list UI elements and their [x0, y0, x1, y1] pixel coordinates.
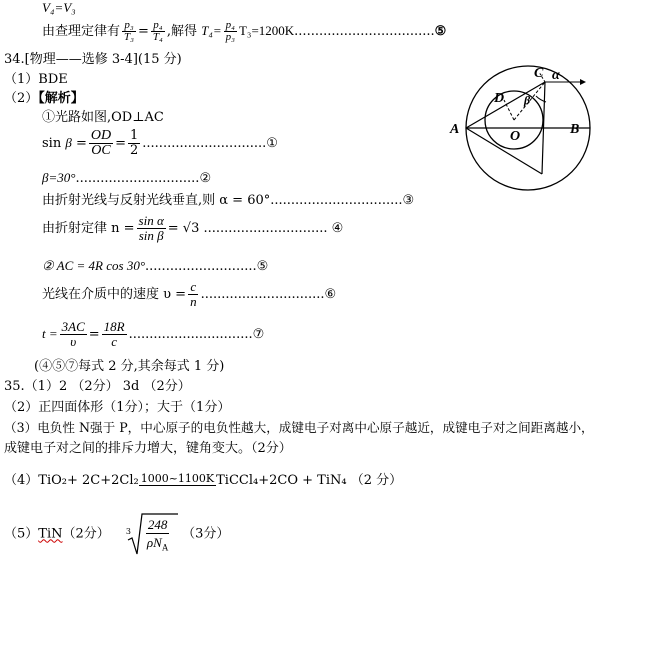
step-8-eq: =: [88, 327, 100, 342]
q34-part2-prefix: （2）: [4, 91, 39, 106]
step-5: [42, 214, 343, 243]
step-5-prefix: 由折射定律 n =: [42, 221, 135, 236]
q35-part5-prefix: （5）: [4, 526, 39, 542]
charles-t4: T₄=: [201, 23, 222, 38]
step-8-mark: ⑦: [252, 327, 265, 342]
charles-mid: ,解得: [166, 24, 197, 39]
charles-prefix: 由查理定律有: [42, 24, 121, 39]
step-7-dots: ..............................: [200, 287, 325, 302]
frac-c-n: $\frac{c}{n}$: [190, 279, 197, 309]
charles-result: T₃=1200K: [238, 23, 295, 38]
step-6-mark: ⑤: [256, 259, 269, 274]
step-7-mark: ⑥: [324, 287, 337, 302]
q35-part1: 35.（1）2 （2分） 3d （2分）: [4, 379, 191, 394]
optics-figure: [448, 62, 598, 212]
frac-od-oc: $\frac{OD}{OC}$: [90, 128, 112, 158]
q35-part4-prefix: （4）TiO₂+ 2C+2Cl₂: [4, 473, 139, 488]
charles-mark: ⑤: [434, 24, 447, 39]
q35-part5-pts1: （2分）: [62, 526, 110, 542]
step-6-dots: ...........................: [145, 259, 257, 274]
frac-p4-p3: $\frac{\text{p₄}}{\text{p₃}}$: [225, 19, 235, 43]
step-2-mark: ①: [266, 136, 278, 151]
frac-sin-alpha-sin-beta: $\frac{\text{sin α}}{\text{sin β}}$: [138, 213, 164, 243]
frac-p4-t4: $\frac{\text{p₄}}{\text{T₄}}$: [152, 19, 163, 43]
step-4: [42, 193, 414, 209]
q34-part2: [4, 91, 84, 107]
top-line: V₄=V₃: [42, 0, 76, 15]
frac-18r-c: $\frac{18R}{c}$: [103, 319, 125, 349]
q35-part5: [4, 512, 229, 556]
q34-part2-heading: 【解析】: [38, 91, 84, 106]
label-beta: β: [524, 93, 531, 107]
root-index: 3: [125, 527, 132, 536]
step-4-text: 由折射光线与反射光线垂直,则 α = 60°: [42, 193, 271, 208]
step-7: [42, 280, 336, 309]
label-c: C: [534, 66, 544, 81]
step-3-mark: ②: [199, 171, 212, 186]
step-3: [42, 170, 211, 187]
q35-part3-line1: （3）电负性 N强于 P，中心原子的电负性越大，成键电子对离中心原子越近，成键电子对之间距离越小，: [4, 420, 594, 435]
step-4-dots: ................................: [270, 193, 403, 208]
step-2: sin β = $\frac{OD}{OC}$ = $\frac{1}{2}$ ..............................①: [42, 128, 278, 158]
step-4-mark: ③: [402, 193, 415, 208]
step-8-lhs: t =: [42, 326, 58, 341]
step-5-dots: ..............................: [203, 221, 328, 236]
step-5-mark: ④: [331, 221, 344, 236]
step-5-eq: = √3: [167, 221, 200, 236]
step-6-text: ② AC = 4R cos 30°: [42, 258, 146, 273]
label-o: O: [510, 129, 521, 144]
q35-part4: [4, 472, 402, 490]
label-b: B: [570, 122, 580, 137]
step-3-dots: ..............................: [75, 171, 200, 186]
line-ab-lower: [466, 128, 542, 174]
q35-part5-pts2: （3分）: [182, 526, 230, 542]
step-3-text: β=30°: [42, 170, 76, 185]
q35-part2: （2）正四面体形（1分）；大于（1分）: [4, 400, 231, 415]
label-alpha: α: [552, 68, 560, 83]
refracted-arrow: [580, 79, 586, 85]
step-2-dots: ..............................: [142, 136, 267, 151]
frac-p3-t3: $\frac{\text{p₃}}{\text{T₃}}$: [124, 19, 134, 43]
frac-248-rhona: 248 $\rho N_A$: [146, 517, 169, 553]
q34-part1: （1）BDE: [4, 72, 68, 87]
q35-part3-line2: 成键电子对之间的排斥力增大，键角变大。（2分）: [4, 441, 292, 456]
line-ac: [466, 82, 545, 128]
step-7-prefix: 光线在介质中的速度 υ =: [42, 287, 187, 302]
scoring-note: (④⑤⑦每式 2 分,其余每式 1 分): [34, 359, 225, 374]
charles-dots: ..................................: [294, 24, 435, 39]
step-1: ①光路如图,OD⊥AC: [42, 110, 164, 125]
step-6: [42, 258, 268, 275]
sin-label: sin: [42, 136, 66, 151]
q34-title: 34.[物理——选修 3-4](15 分): [4, 52, 182, 67]
beta-symbol: β: [65, 135, 72, 150]
step-8: [42, 320, 264, 349]
frac-3ac-v: $\frac{3AC}{\upsilon}$: [61, 319, 85, 349]
step-8-dots: ..............................: [128, 327, 253, 342]
cube-root-expression: [126, 512, 178, 556]
equals: =: [115, 136, 126, 151]
frac-1-2: $\frac{1}{2}$: [130, 128, 139, 158]
label-a: A: [450, 122, 460, 137]
tin-formula: TiN: [38, 526, 63, 542]
reaction-condition: 1000~1100K: [140, 472, 215, 485]
charles-law-line: 由查理定律有 $\frac{\text{p₃}}{\text{T₃}}$ = $\frac{\text{p₄}}{\text{T₄}}$ ,解得 T₄= $\frac{\text{p₄}}{\text{p₃}}$ T₃=1200K..................................⑤: [42, 19, 447, 43]
label-d: D: [494, 91, 505, 106]
q35-part4-suffix: TiCCl₄+2CO + TiN₄ （2 分）: [216, 473, 403, 488]
